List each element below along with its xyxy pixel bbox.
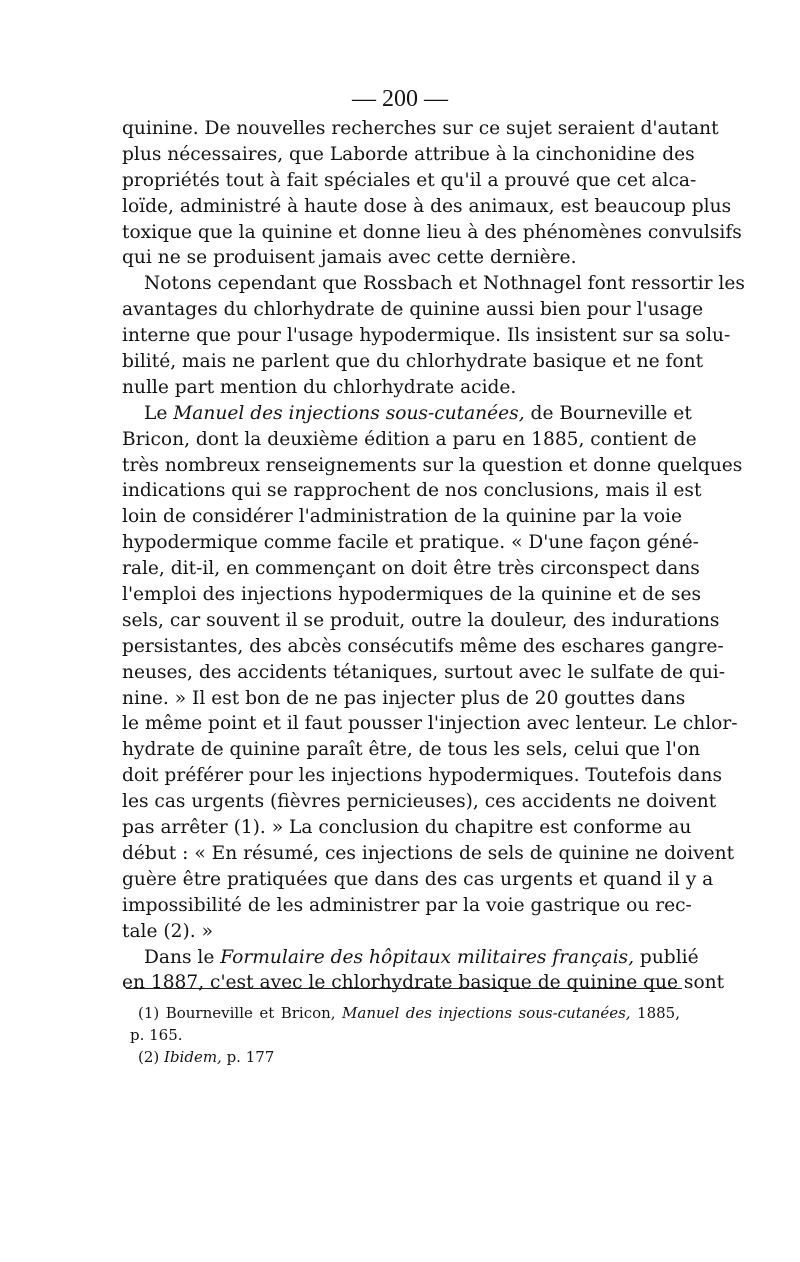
text-line: loïde, administré à haute dose à des animaux, est beaucoup plus	[122, 195, 732, 217]
text-run: de Bourneville et	[524, 402, 692, 424]
text-line	[122, 945, 699, 971]
text-line: guère être pratiquées que dans des cas urgents et quand il y a	[122, 868, 714, 890]
text-line: rale, dit-il, en commençant on doit être très circonspect dans	[122, 558, 700, 580]
text-line: avantages du chlorhydrate de quinine aussi bien pour l'usage	[122, 299, 704, 321]
text-line: propriétés tout à fait spéciales et qu'il a prouvé que cet alca-	[122, 169, 697, 191]
text-line: Bricon, dont la deuxième édition a paru en 1885, contient de	[122, 428, 697, 450]
footnotes	[130, 1002, 680, 1068]
footnote-divider	[126, 988, 682, 989]
text-run: 1885,	[630, 1004, 680, 1022]
footnote-2	[130, 1046, 680, 1068]
text-line: l'emploi des injections hypodermiques de la quinine et de ses	[122, 584, 702, 606]
text-line: indications qui se rapprochent de nos conclusions, mais il est	[122, 480, 702, 502]
text-line: neuses, des accidents tétaniques, surtout avec le sulfate de qui-	[122, 661, 726, 683]
page-number: — 200 —	[352, 86, 448, 112]
text-line: nine. » Il est bon de ne pas injecter plus de 20 gouttes dans	[122, 687, 686, 709]
text-line: Notons cependant que Rossbach et Nothnagel font ressortir les	[144, 273, 745, 295]
text-line: plus nécessaires, que Laborde attribue à la cinchonidine des	[122, 143, 695, 165]
text-line: très nombreux renseignements sur la question et donne quelques	[122, 454, 743, 476]
text-line: début : « En résumé, ces injections de sels de quinine ne doivent	[122, 842, 735, 864]
text-line: en 1887, c'est avec le chlorhydrate basique de quinine que sont	[122, 972, 725, 994]
book-title: Ibidem,	[164, 1048, 222, 1066]
text-line: persistantes, des abcès consécutifs même des eschares gangre-	[122, 635, 724, 657]
paragraph-2	[122, 271, 745, 400]
book-title: Manuel des injections sous-cutanées,	[342, 1004, 631, 1022]
text-line: tale (2). »	[122, 920, 213, 942]
book-title: Manuel des injections sous-cutanées,	[173, 402, 525, 424]
book-title: Formulaire des hôpitaux militaires français,	[220, 946, 635, 968]
text-line: doit préférer pour les injections hypodermiques. Toutefois dans	[122, 765, 722, 787]
text-line: bilité, mais ne parlent que du chlorhydrate basique et ne font	[122, 351, 704, 373]
text-run: (2)	[138, 1048, 165, 1066]
footnote-1	[130, 1002, 680, 1024]
text-run: p. 177	[221, 1048, 275, 1066]
text-line: loin de considérer l'administration de la quinine par la voie	[122, 506, 682, 528]
paragraph-1	[122, 116, 742, 271]
text-line: hydrate de quinine paraît être, de tous les sels, celui que l'on	[122, 739, 701, 761]
text-run: (1) Bourneville et Bricon,	[138, 1004, 343, 1022]
text-line: pas arrêter (1). » La conclusion du chapitre est conforme au	[122, 817, 692, 839]
text-line: sels, car souvent il se produit, outre la douleur, des indurations	[122, 609, 720, 631]
text-line: hypodermique comme facile et pratique. « D'une façon géné-	[122, 532, 699, 554]
text-run: Le	[144, 402, 174, 424]
text-line: nulle part mention du chlorhydrate acide.	[122, 376, 517, 398]
text-line: quinine. De nouvelles recherches sur ce sujet seraient d'autant	[122, 118, 719, 139]
text-line	[122, 401, 692, 427]
text-run: publié	[634, 946, 699, 968]
text-line: impossibilité de les administrer par la voie gastrique ou rec-	[122, 894, 692, 916]
body-text	[122, 116, 745, 996]
text-run: Dans le	[144, 946, 221, 968]
paragraph-3	[122, 401, 743, 945]
text-line: interne que pour l'usage hypodermique. Ils insistent sur sa solu-	[122, 325, 731, 347]
text-line: le même point et il faut pousser l'injection avec lenteur. Le chlor-	[122, 713, 738, 735]
text-line: qui ne se produisent jamais avec cette dernière.	[122, 247, 577, 269]
footnote-1-continuation: p. 165.	[130, 1026, 183, 1044]
text-line: toxique que la quinine et donne lieu à des phénomènes convulsifs	[122, 221, 742, 243]
text-line: les cas urgents (fièvres pernicieuses), ces accidents ne doivent	[122, 791, 717, 813]
